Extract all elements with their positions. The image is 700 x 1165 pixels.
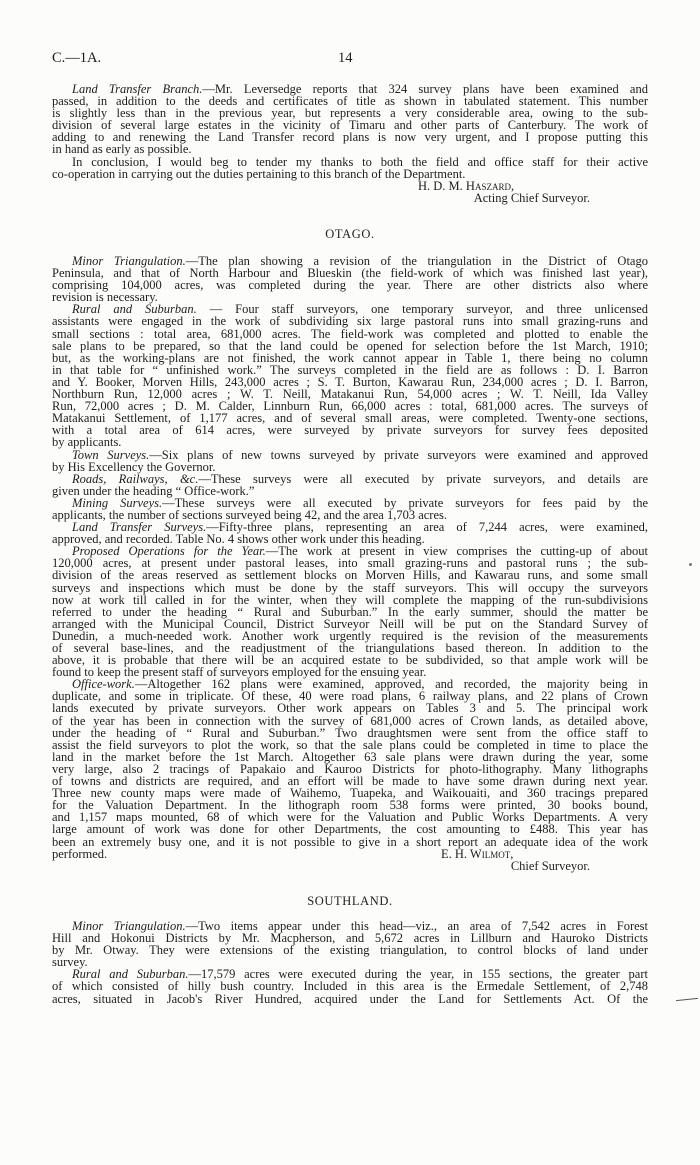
text-line: in that table for “ unfinished work.” The surveys completed in the field are as follows : D. I. Barron: [52, 362, 648, 377]
text-line: —Two items appear under this head—viz., an area of 7,542 acres in Forest: [185, 919, 648, 933]
text-line: under the heading of “ Rural and Suburban.” Two draughtsmen were sent from the office staff to: [52, 725, 648, 740]
text-line: —Six plans of new towns surveyed by private surveyors were examined and approved: [149, 447, 648, 462]
otago-section: [52, 255, 648, 872]
signature-title: Acting Chief Surveyor.: [473, 190, 590, 205]
run-in-heading: Minor Triangulation.: [72, 254, 186, 268]
text-line: —The plan showing a revision of the triangulation in the District of Otago: [185, 254, 648, 268]
text-line: division of the areas reserved as settlement blocks on Morven Hills, and Kawarau runs, and some small: [52, 568, 648, 583]
southland-section: [52, 920, 648, 1005]
paragraph-rural-and-suburban: [52, 303, 648, 448]
text-line: by applicants.: [52, 435, 122, 450]
text-line: —These surveys were all executed by private surveyors for fees paid by the: [162, 495, 649, 510]
text-line: land in the market before the 1st March. Altogether 63 sale plans were drawn during the year, some: [52, 749, 648, 764]
signature-name: E. H. Wilmot,: [441, 846, 514, 861]
text-line: by His Excellency the Governor.: [52, 459, 216, 474]
text-line: but, as the working-plans are not finished, the work cannot appear in Table 1, there being no column: [52, 350, 648, 365]
text-line: very large, also 2 tracings of Papakaio and Kauroo Districts for photo-lithography. Many lithographs: [52, 761, 648, 776]
text-line: Peninsula, and that of North Harbour and Blueskin (the field-work of which was finished last year),: [52, 266, 648, 281]
paragraph-first-line: [52, 449, 648, 461]
text-line: been an extremely busy one, and it is not possible to give in a short report an adequate idea of the work: [52, 834, 648, 849]
text-line: small sections : total area, 681,000 acres. The field-work was completed and plotted to enable the: [52, 326, 648, 341]
text-line: of which consisted of hilly bush country. Included in this area is the Ermedale Settlement, of 2,748: [52, 979, 648, 994]
text-line: assistants were engaged in the work of subdividing six large pastoral runs into small grazing-runs and: [52, 314, 648, 329]
text-line: referred to under the heading “ Rural and Suburban.” In the early summer, should the matter be: [52, 604, 648, 619]
text-line: is slightly less than in the previous year, but represents a very considerable area, owing to the sub-: [52, 106, 648, 121]
run-in-heading: Land Transfer Surveys.: [72, 520, 207, 535]
text-line: —These surveys were all executed by private surveyors, and details are: [198, 471, 648, 486]
paragraph-first-line: [52, 473, 648, 485]
text-line: and Y. Booker, Morven Hills, 243,000 acres ; S. T. Burton, Kawarau Run, 234,000 acres ; D. I. Barron,: [52, 374, 648, 389]
text-line: assist the field surveyors to plot the work, so that the sale plans could be completed in time to place the: [52, 737, 648, 752]
text-line: of the year has been in connection with the survey of 681,000 acres of Crown lands, as detailed above,: [52, 713, 648, 728]
text-line: — Four staff surveyors, one temporary surveyor, and three unlicensed: [196, 302, 649, 317]
canterbury-closing-section: [52, 83, 648, 204]
paragraph-minor-triangulation: [52, 920, 648, 968]
text-line: Dunedin, a much-needed work. Another work urgently required is the revision of the measurements: [52, 628, 648, 643]
text-line: of towns and districts are required, and an effort will be made to have some drawn during next year.: [52, 774, 648, 789]
text-line: large amount of work was done for other Departments, the cost amounting to £488. This year has: [52, 822, 648, 837]
text-line: in hand as early as possible.: [52, 142, 192, 157]
run-in-heading: Roads, Railways, &c.: [72, 471, 199, 486]
run-in-heading: Mining Surveys.: [72, 495, 163, 510]
running-head-reference: C.—1A.: [52, 50, 102, 66]
text-line: Hill and Hokonui Districts by Mr. Macpherson, and 5,672 acres in Lillburn and Hauroko Districts: [52, 931, 648, 946]
run-in-heading: Minor Triangulation.: [72, 919, 186, 933]
paragraph-office-work: [52, 678, 648, 859]
text-line: adding to and renewing the Land Transfer record plans is now very urgent, and I propose putting this: [52, 130, 648, 145]
run-in-heading: Office-work.: [72, 677, 135, 692]
margin-mark: [689, 563, 692, 566]
paragraph-mining-surveys: [52, 497, 648, 521]
text-line: sale plans to be prepared, so that the land could be opened for selection before the 1st March, 1910;: [52, 338, 648, 353]
page-number: 14: [338, 50, 353, 66]
text-line: Matakanui Settlement, of 1,177 acres, and of several small areas, were completed. Twenty-one sections,: [52, 411, 648, 426]
text-line: surveys and inspections which must be done by the staff surveyors. This will occupy the surveyors: [52, 580, 648, 595]
text-line: Run, 72,000 acres ; D. M. Calder, Linnburn Run, 66,000 acres : total, 681,000 acres. The surveys of: [52, 399, 648, 414]
text-line: passed, in addition to the deeds and certificates of title as shown in tabulated statement. This number: [52, 94, 648, 109]
text-line: division of several large estates in the vicinity of Timaru and other parts of Canterbury. The work of: [52, 118, 648, 133]
run-in-heading: Rural and Suburban.: [72, 967, 189, 982]
paragraph-rural-and-suburban: [52, 968, 648, 1004]
run-in-heading: Rural and Suburban.: [72, 302, 197, 317]
paragraph-conclusion: [52, 156, 648, 180]
text-line: survey.: [52, 955, 88, 970]
signature-title: Chief Surveyor.: [510, 858, 590, 873]
text-line: now at work till called in for the winter, when they will complete the mapping of the run-subdivisions: [52, 592, 648, 607]
paragraph-town-surveys: [52, 449, 648, 473]
paragraph-land-transfer-surveys: [52, 521, 648, 545]
paragraph-minor-triangulation: [52, 255, 648, 303]
text-line: performed.: [52, 846, 108, 861]
text-line: with a total area of 614 acres, were surveyed by private surveyors for survey fees deposited: [52, 423, 648, 438]
run-in-heading: Town Surveys.: [72, 447, 150, 462]
section-heading-otago: OTAGO.: [325, 227, 375, 241]
text-line: Northburn Run, 12,000 acres ; W. T. Neill, Matakanui Run, 54,000 acres ; W. T. Neill, Ida Valley: [52, 387, 648, 402]
paragraph-first-line: In conclusion, I would beg to tender my thanks to both the field and office staff for their active: [72, 154, 648, 169]
text-line: found to keep the present staff of surveyors employed for the ensuing year.: [52, 665, 427, 680]
text-line: —17,579 acres were executed during the year, in 155 sections, the greater part: [188, 967, 648, 982]
text-line: of several base-lines, and the readjustment of the triangulations based thereon. In addition to the: [52, 641, 648, 655]
text-line: duplicate, and some in triplicate. Of these, 40 were road plans, 6 railway plans, and 22 plans of Crown: [52, 689, 648, 704]
text-line: 120,000 acres, at present under pastoral leases, into small grazing-runs and pastoral runs ; the sub-: [52, 556, 648, 571]
text-line: lands executed by private surveyors. Other work appears on Tables 3 and 5. The principal work: [52, 701, 648, 716]
text-line: given under the heading “ Office-work.”: [52, 483, 255, 498]
text-line: —Altogether 162 plans were examined, approved, and recorded, the majority being in: [134, 677, 648, 692]
text-line: co-operation in carrying out the duties pertaining to this branch of the Department.: [52, 166, 466, 181]
run-in-heading: Proposed Operations for the Year.: [72, 544, 266, 559]
text-line-with-signature: [52, 848, 648, 860]
text-line: and 1,157 maps mounted, 68 of which were for the Valuation and Public Works Departments. A very: [52, 810, 648, 825]
text-line: comprising 104,000 acres, was completed during the year. There are other districts also where: [52, 278, 648, 293]
text-line: —Fifty-three plans, representing an area of 7,244 acres, were examined,: [206, 520, 649, 535]
text-line: arranged with the Municipal Council, District Surveyor Neill will be put on the Standard Survey of: [52, 616, 648, 631]
paragraph-land-transfer-branch: [52, 83, 648, 156]
text-line: —Mr. Leversedge reports that 324 survey plans have been examined and: [202, 82, 648, 96]
text-line: approved, and recorded. Table No. 4 shows other work under this heading.: [52, 532, 425, 547]
text-line: for the Valuation Department. In the lithograph room 538 forms were printed, 30 books bound,: [52, 798, 648, 813]
paragraph-roads-railways: [52, 473, 648, 497]
text-line: —The work at present in view comprises the cutting-up of about: [265, 544, 649, 559]
text-line: Three new county maps were made of Waihemo, Tuapeka, and Waikouaiti, and 360 tracings prepared: [52, 786, 648, 801]
margin-mark: [676, 998, 698, 1002]
run-in-heading: Land Transfer Branch.: [72, 82, 203, 96]
paragraph-proposed-operations: [52, 545, 648, 678]
text-line: applicants, the number of sections surveyed being 42, and the area 1,703 acres.: [52, 507, 448, 522]
text-line: above, it is probable that there will be an acquired estate to be subdivided, so that ample work will be: [52, 653, 648, 668]
text-line: revision is necessary.: [52, 290, 158, 305]
text-line: acres, situated in Jacob's River Hundred, acquired under the Land for Settlements Act. Of the: [52, 991, 648, 1006]
signature-name: H. D. M. Haszard,: [418, 178, 515, 193]
section-heading-southland: SOUTHLAND.: [307, 894, 393, 908]
text-line: by Mr. Otway. They were extensions of the existing triangulation, to control blocks of land under: [52, 943, 648, 958]
